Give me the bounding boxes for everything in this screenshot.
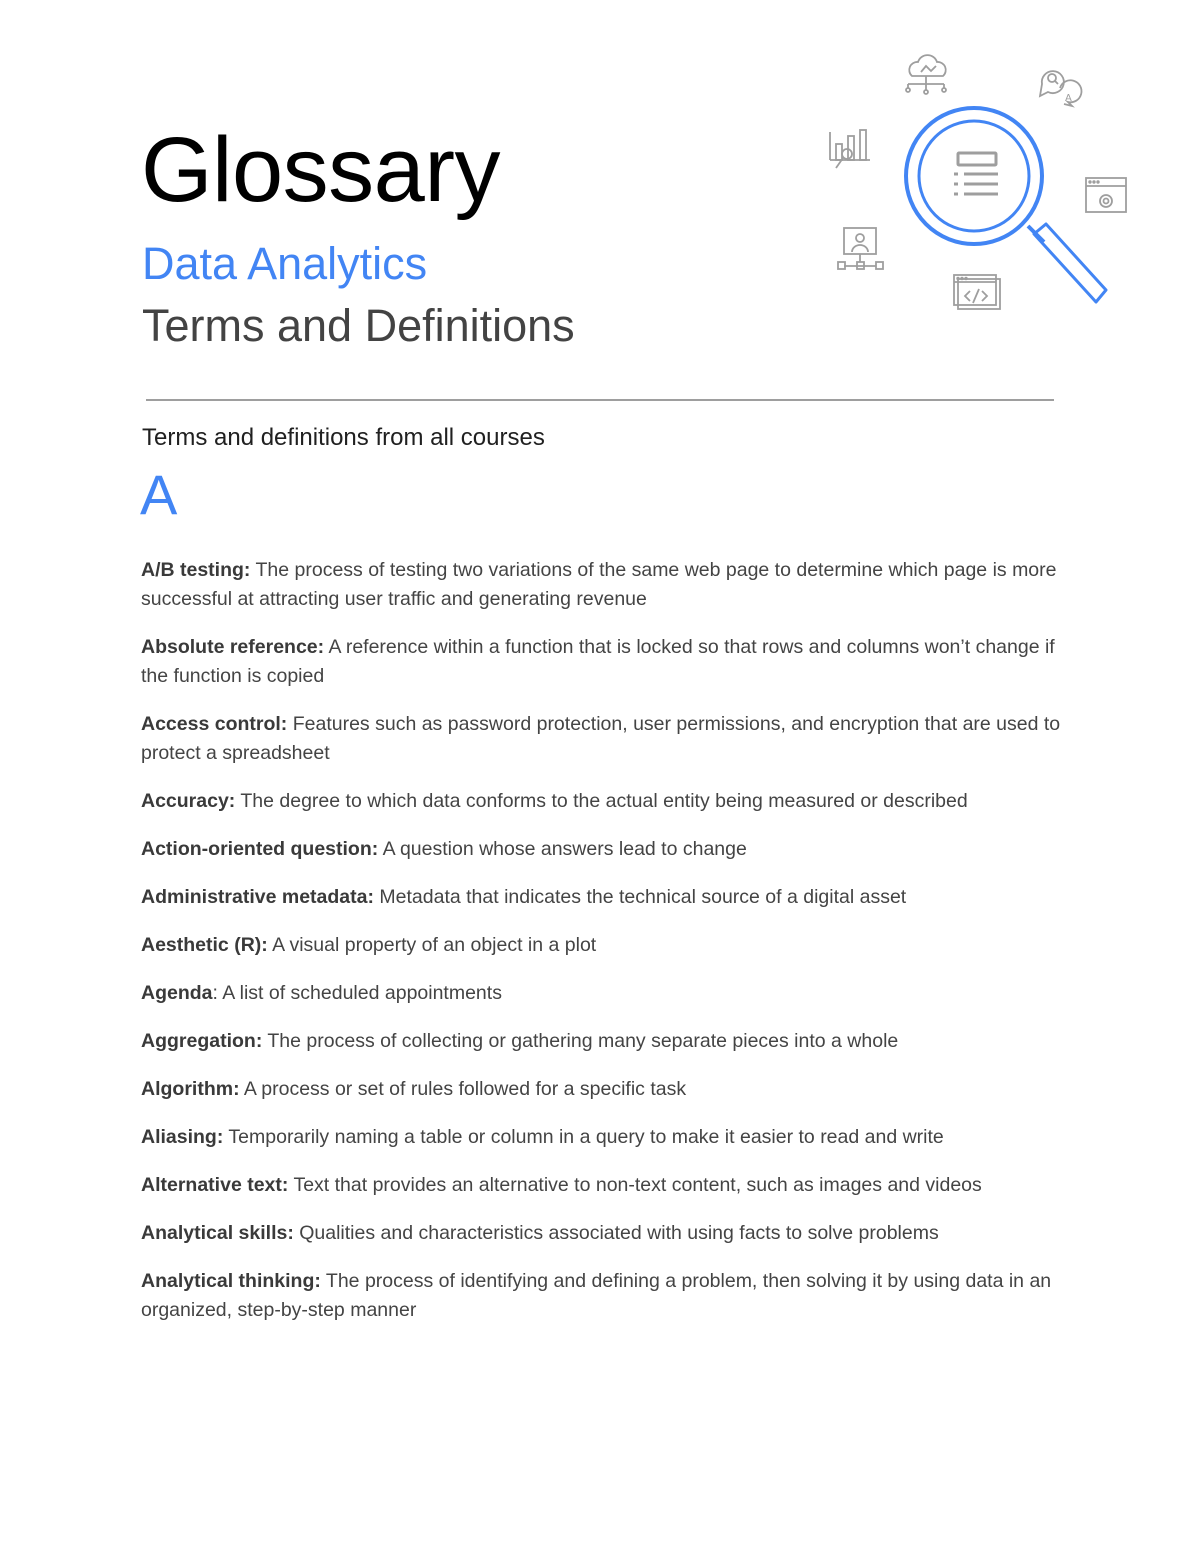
glossary-term: Accuracy: [141,790,236,812]
glossary-definition: A question whose answers lead to change [378,838,747,860]
glossary-term: Alternative text: [141,1174,289,1196]
header-illustration [820,48,1140,318]
glossary-term: Aggregation: [141,1030,263,1052]
page-subheading: Terms and Definitions [142,300,575,351]
cloud-network-icon [906,55,946,94]
glossary-definition: : A list of scheduled appointments [212,982,502,1004]
magnifying-glass-icon [906,108,1106,302]
search-chat-icon [1040,71,1081,106]
glossary-term: Analytical thinking: [141,1270,321,1292]
glossary-definition: Temporarily naming a table or column in a query to make it easier to read and write [223,1126,944,1148]
glossary-definition: Text that provides an alternative to non-text content, such as images and videos [288,1174,982,1196]
glossary-entry [141,835,1066,864]
glossary-entry [141,931,1066,960]
glossary-entry [141,1075,1066,1104]
glossary-term: Aesthetic (R): [141,934,268,956]
glossary-entry [141,883,1066,912]
settings-window-icon [1086,178,1126,212]
glossary-entry [141,1219,1066,1248]
glossary-term: A/B testing: [141,559,251,581]
glossary-definition: The process of collecting or gathering many separate pieces into a whole [262,1030,899,1052]
glossary-definition: The process of testing two variations of the same web page to determine which page is more successful at attracting user traffic and generating revenue [141,559,1057,610]
glossary-term: Aliasing: [141,1126,224,1148]
glossary-definition: The degree to which data conforms to the actual entity being measured or described [235,790,968,812]
glossary-term: Agenda [141,982,213,1004]
page-subtitle: Data Analytics [142,238,428,289]
glossary-term: Algorithm: [141,1078,240,1100]
glossary-entries [141,556,1066,1344]
glossary-term: Administrative metadata: [141,886,374,908]
glossary-entry [141,979,1066,1008]
glossary-term: Analytical skills: [141,1222,294,1244]
glossary-definition: Features such as password protection, user permissions, and encryption that are used to protect a spreadsheet [141,713,1061,764]
glossary-definition: A reference within a function that is locked so that rows and columns won’t change if the function is copied [141,636,1055,687]
glossary-entry [141,710,1066,768]
glossary-term: Access control: [141,713,288,735]
glossary-entry [141,556,1066,614]
glossary-entry [141,1171,1066,1200]
glossary-definition: A process or set of rules followed for a specific task [239,1078,687,1100]
glossary-entry [141,787,1066,816]
glossary-entry [141,1123,1066,1152]
glossary-entry [141,1027,1066,1056]
header-divider [146,399,1054,401]
glossary-definition: A visual property of an object in a plot [267,934,597,956]
user-hierarchy-icon [838,228,883,269]
bar-chart-icon [830,130,870,168]
code-window-icon [954,275,1000,309]
glossary-definition: Qualities and characteristics associated with using facts to solve problems [293,1222,939,1244]
glossary-term: Absolute reference: [141,636,325,658]
page-title: Glossary [141,119,500,221]
glossary-definition: The process of identifying and defining a problem, then solving it by using data in an organized, step-by-step manner [141,1270,1052,1321]
document-list-icon [954,153,998,194]
section-heading: Terms and definitions from all courses [142,424,545,451]
glossary-entry [141,633,1066,691]
letter-heading: A [140,463,178,526]
glossary-term: Action-oriented question: [141,838,379,860]
glossary-definition: Metadata that indicates the technical source of a digital asset [373,886,907,908]
glossary-entry [141,1267,1066,1325]
svg-text:A: A [1065,93,1072,104]
